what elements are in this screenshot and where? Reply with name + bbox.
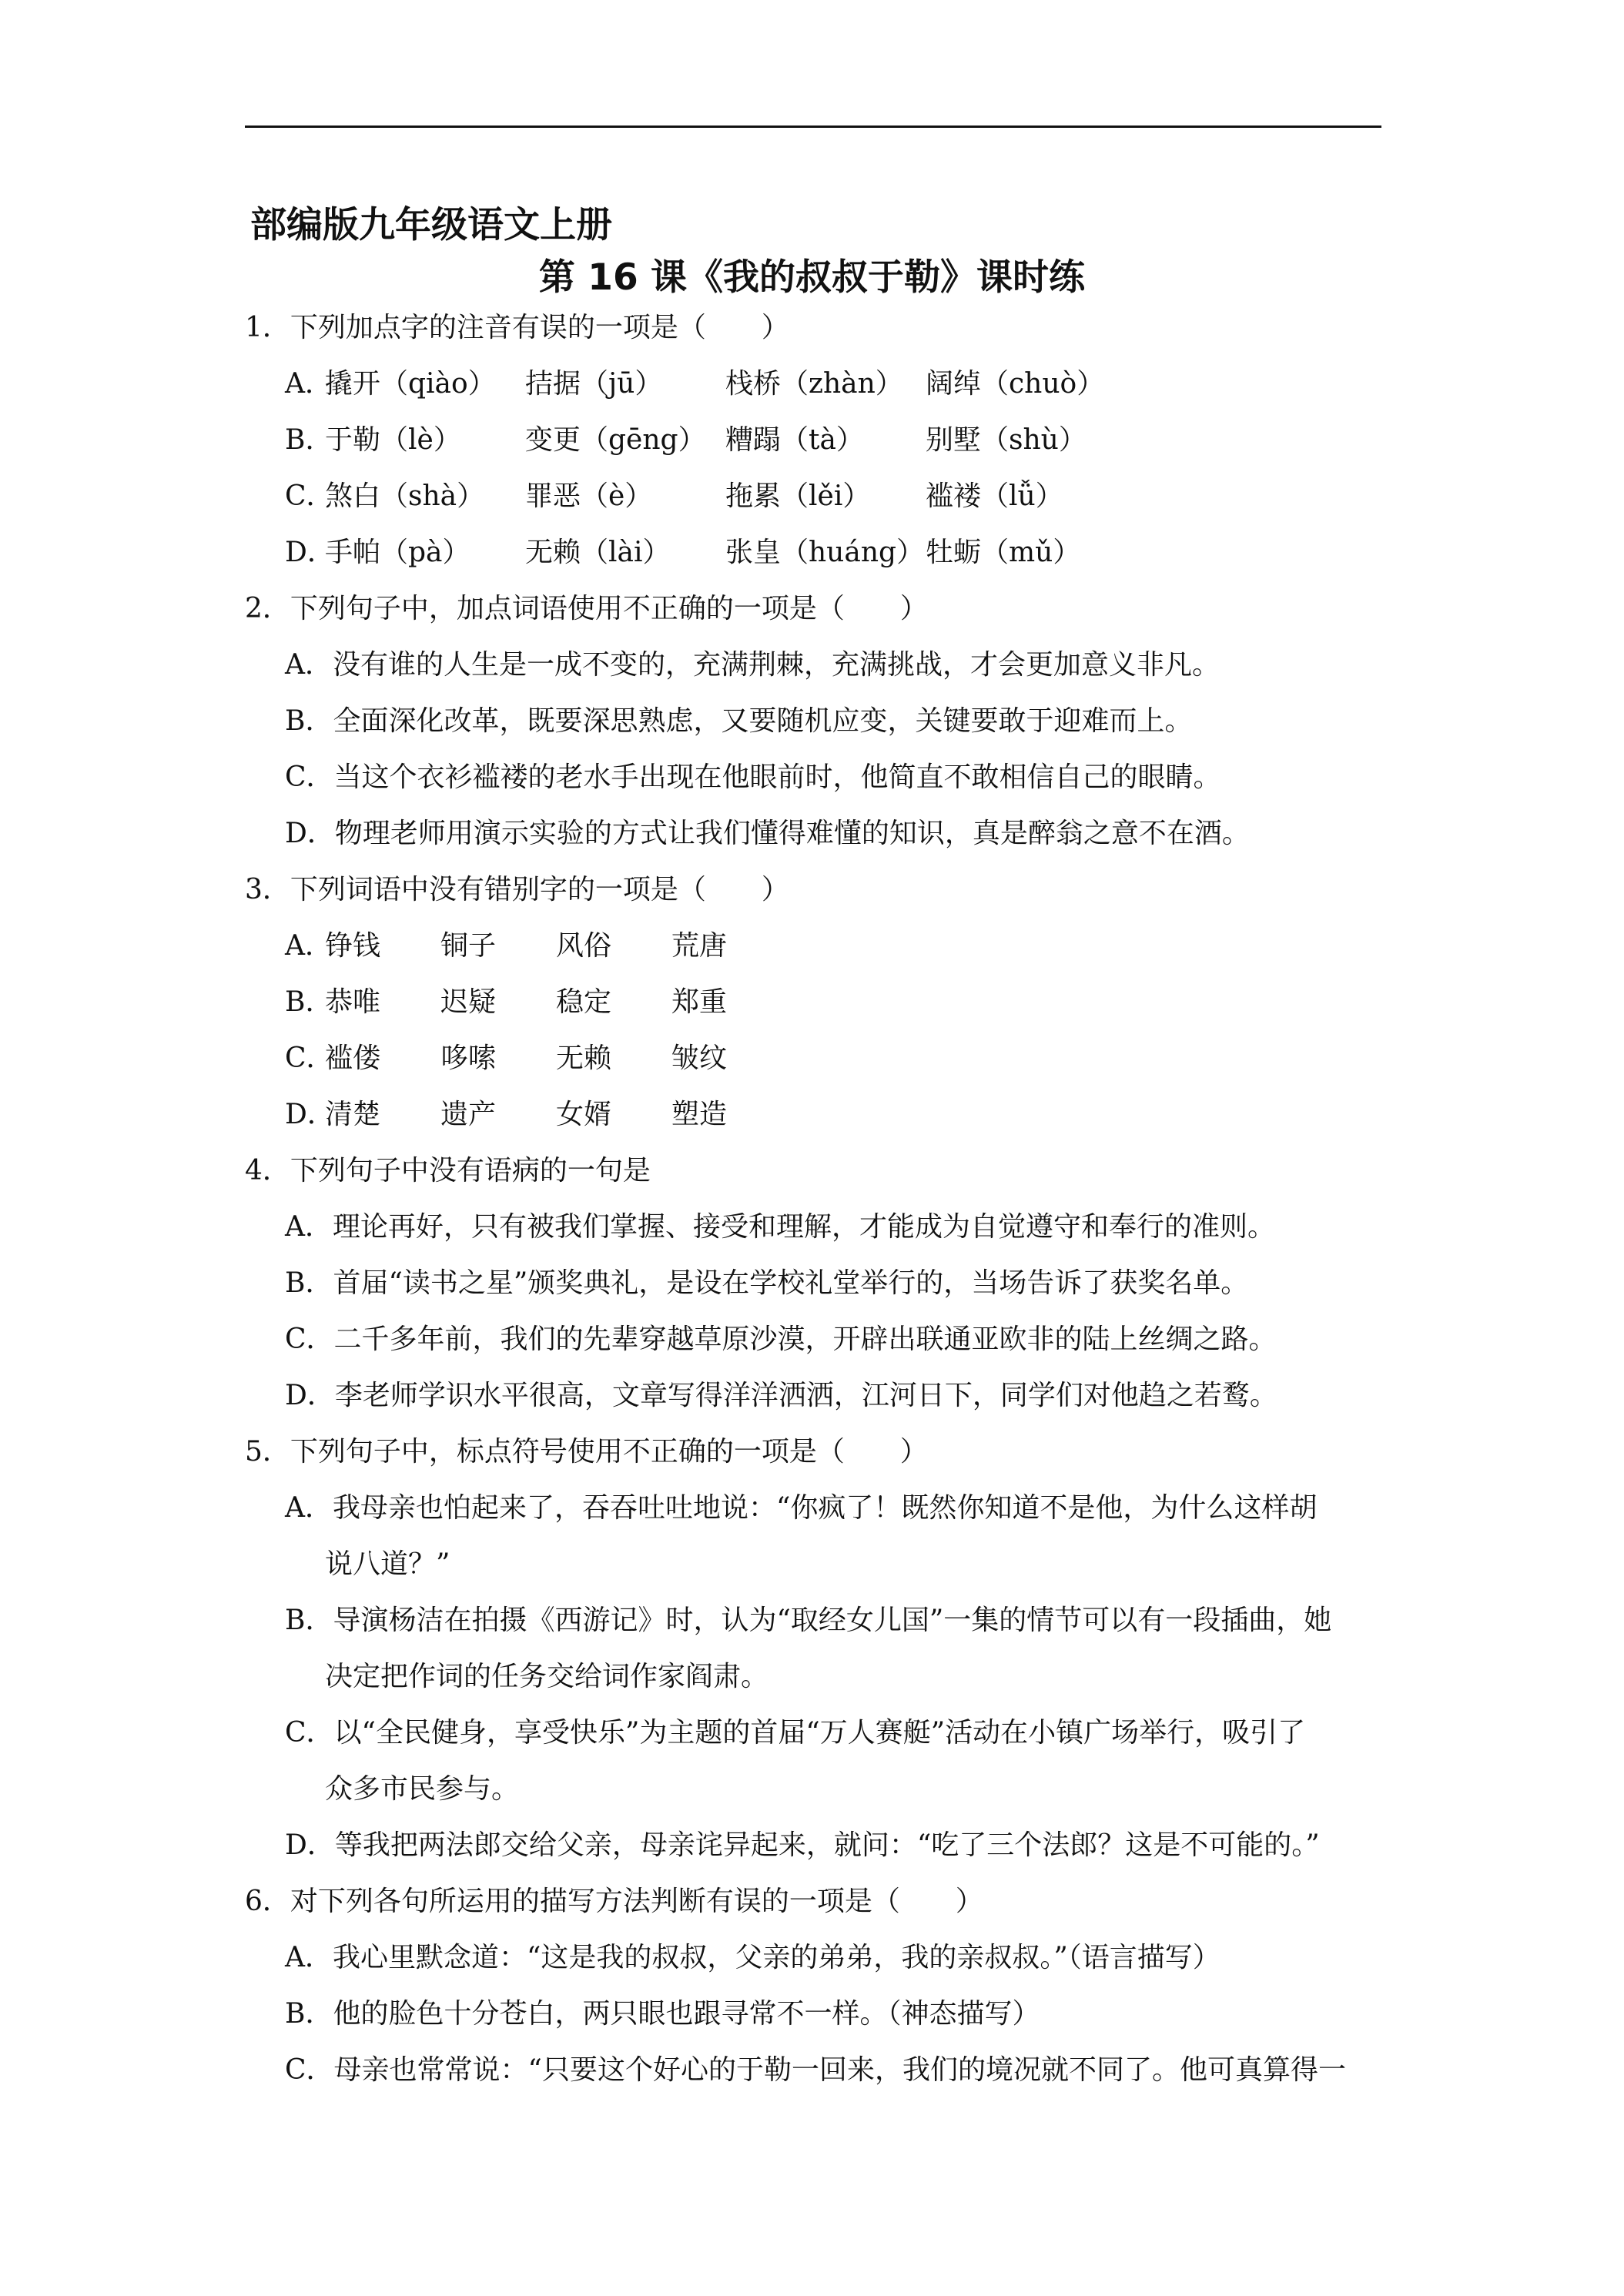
question-5-option-a-line2: 说八道？” bbox=[325, 1548, 450, 1580]
option-item: 罪恶（è） bbox=[525, 480, 653, 512]
question-3-stem: 3．下列词语中没有错别字的一项是（ ） bbox=[245, 874, 789, 905]
question-4-option-b: B．首届“读书之星”颁奖典礼，是设在学校礼堂举行的，当场告诉了获奖名单。 bbox=[285, 1267, 1249, 1299]
question-3-option-d bbox=[285, 1093, 787, 1132]
question-6-option-b: B．他的脸色十分苍白，两只眼也跟寻常不一样。（神态描写） bbox=[285, 1998, 1040, 2030]
question-5-option-b-line1: B．导演杨洁在拍摄《西游记》时，认为“取经女儿国”一集的情节可以有一段插曲，她 bbox=[285, 1605, 1332, 1636]
question-4-option-d: D．李老师学识水平很高，文章写得洋洋洒洒，江河日下，同学们对他趋之若鹜。 bbox=[285, 1380, 1277, 1411]
question-2-option-b: B．全面深化改革，既要深思熟虑，又要随机应变，关键要敢于迎难而上。 bbox=[285, 705, 1193, 737]
option-item: 遗产 bbox=[440, 1099, 497, 1130]
option-item: 铜子 bbox=[440, 930, 497, 962]
question-2-option-c: C．当这个衣衫褴褛的老水手出现在他眼前时，他简直不敢相信自己的眼睛。 bbox=[285, 761, 1221, 793]
option-label: C． bbox=[285, 480, 334, 512]
option-item: 手帕（pà） bbox=[325, 537, 470, 568]
question-5-option-c-line1: C．以“全民健身，享受快乐”为主题的首届“万人赛艇”活动在小镇广场举行，吸引了 bbox=[285, 1717, 1306, 1749]
option-item: 无赖（lài） bbox=[525, 537, 671, 568]
option-item: 女婿 bbox=[556, 1099, 612, 1130]
option-item: 塑造 bbox=[671, 1099, 728, 1130]
option-item: 铮钱 bbox=[325, 930, 381, 962]
option-label: D． bbox=[285, 1099, 335, 1130]
option-item: 拖累（lěi） bbox=[725, 480, 871, 512]
question-1-option-d bbox=[285, 530, 1126, 570]
option-label: D． bbox=[285, 537, 335, 568]
question-1-stem: 1．下列加点字的注音有误的一项是（ ） bbox=[245, 312, 789, 343]
question-5-option-a-line1: A．我母亲也怕起来了，吞吞吐吐地说：“你疯了！既然你知道不是他，为什么这样胡 bbox=[285, 1492, 1318, 1524]
header-rule bbox=[245, 126, 1381, 128]
option-item: 张皇（huáng） bbox=[725, 537, 925, 568]
question-2-option-d: D．物理老师用演示实验的方式让我们懂得难懂的知识，真是醉翁之意不在酒。 bbox=[285, 818, 1250, 849]
option-item: 牡蛎（mǔ） bbox=[926, 537, 1081, 568]
option-item: 风俗 bbox=[556, 930, 612, 962]
option-item: 清楚 bbox=[325, 1099, 381, 1130]
question-5-option-d-line1: D．等我把两法郎交给父亲，母亲诧异起来，就问：“吃了三个法郎？这是不可能的。” bbox=[285, 1829, 1320, 1861]
question-1-option-c bbox=[285, 474, 1126, 514]
option-item: 荒唐 bbox=[671, 930, 728, 962]
option-item: 无赖 bbox=[556, 1043, 612, 1074]
option-label: C． bbox=[285, 1043, 334, 1074]
option-item: 郑重 bbox=[671, 986, 728, 1018]
option-item: 于勒（lè） bbox=[325, 424, 461, 456]
question-4-option-a: A．理论再好，只有被我们掌握、接受和理解，才能成为自觉遵守和奉行的准则。 bbox=[285, 1211, 1275, 1243]
option-item: 迟疑 bbox=[440, 986, 497, 1018]
option-item: 撬开（qiào） bbox=[325, 368, 496, 400]
option-label: B． bbox=[285, 986, 333, 1018]
option-label: A． bbox=[285, 368, 333, 400]
question-3-option-b bbox=[285, 980, 787, 1019]
option-item: 皱纹 bbox=[671, 1043, 728, 1074]
option-item: 煞白（shà） bbox=[325, 480, 485, 512]
option-label: A． bbox=[285, 930, 333, 962]
option-item: 哆嗦 bbox=[440, 1043, 497, 1074]
option-item: 拮据（jū） bbox=[525, 368, 663, 400]
option-item: 稳定 bbox=[556, 986, 612, 1018]
question-4-stem: 4．下列句子中没有语病的一句是 bbox=[245, 1155, 651, 1186]
question-5-option-b-line2: 决定把作词的任务交给词作家阎肃。 bbox=[325, 1661, 769, 1692]
option-item: 别墅（shù） bbox=[926, 424, 1087, 456]
question-5-option-c-line2: 众多市民参与。 bbox=[325, 1773, 520, 1805]
option-item: 恭唯 bbox=[325, 986, 381, 1018]
question-6-option-c: C．母亲也常常说：“只要这个好心的于勒一回来，我们的境况就不同了。他可真算得一 bbox=[285, 2054, 1346, 2086]
question-4-option-c: C．二千多年前，我们的先辈穿越草原沙漠，开辟出联通亚欧非的陆上丝绸之路。 bbox=[285, 1324, 1277, 1355]
question-3-option-a bbox=[285, 924, 787, 963]
option-item: 褴偻 bbox=[325, 1043, 381, 1074]
document-subtitle: 部编版九年级语文上册 bbox=[250, 204, 612, 246]
option-item: 栈桥（zhàn） bbox=[725, 368, 903, 400]
question-2-option-a: A．没有谁的人生是一成不变的，充满荆棘，充满挑战，才会更加意义非凡。 bbox=[285, 649, 1220, 681]
option-item: 褴褛（lǚ） bbox=[926, 480, 1063, 512]
question-1-option-b bbox=[285, 418, 1126, 457]
option-item: 变更（gēng） bbox=[525, 424, 706, 456]
question-3-option-c bbox=[285, 1036, 787, 1076]
document-title: 第 16 课《我的叔叔于勒》课时练 bbox=[538, 256, 1086, 299]
question-1-option-a bbox=[285, 362, 1126, 401]
question-2-stem: 2．下列句子中，加点词语使用不正确的一项是（ ） bbox=[245, 593, 928, 624]
question-6-option-a: A．我心里默念道：“这是我的叔叔，父亲的弟弟，我的亲叔叔。”（语言描写） bbox=[285, 1942, 1221, 1973]
option-item: 糟蹋（tà） bbox=[725, 424, 864, 456]
option-label: B． bbox=[285, 424, 333, 456]
question-5-stem: 5．下列句子中，标点符号使用不正确的一项是（ ） bbox=[245, 1436, 928, 1468]
option-item: 阔绰（chuò） bbox=[926, 368, 1105, 400]
question-6-stem: 6．对下列各句所运用的描写方法判断有误的一项是（ ） bbox=[245, 1886, 983, 1917]
